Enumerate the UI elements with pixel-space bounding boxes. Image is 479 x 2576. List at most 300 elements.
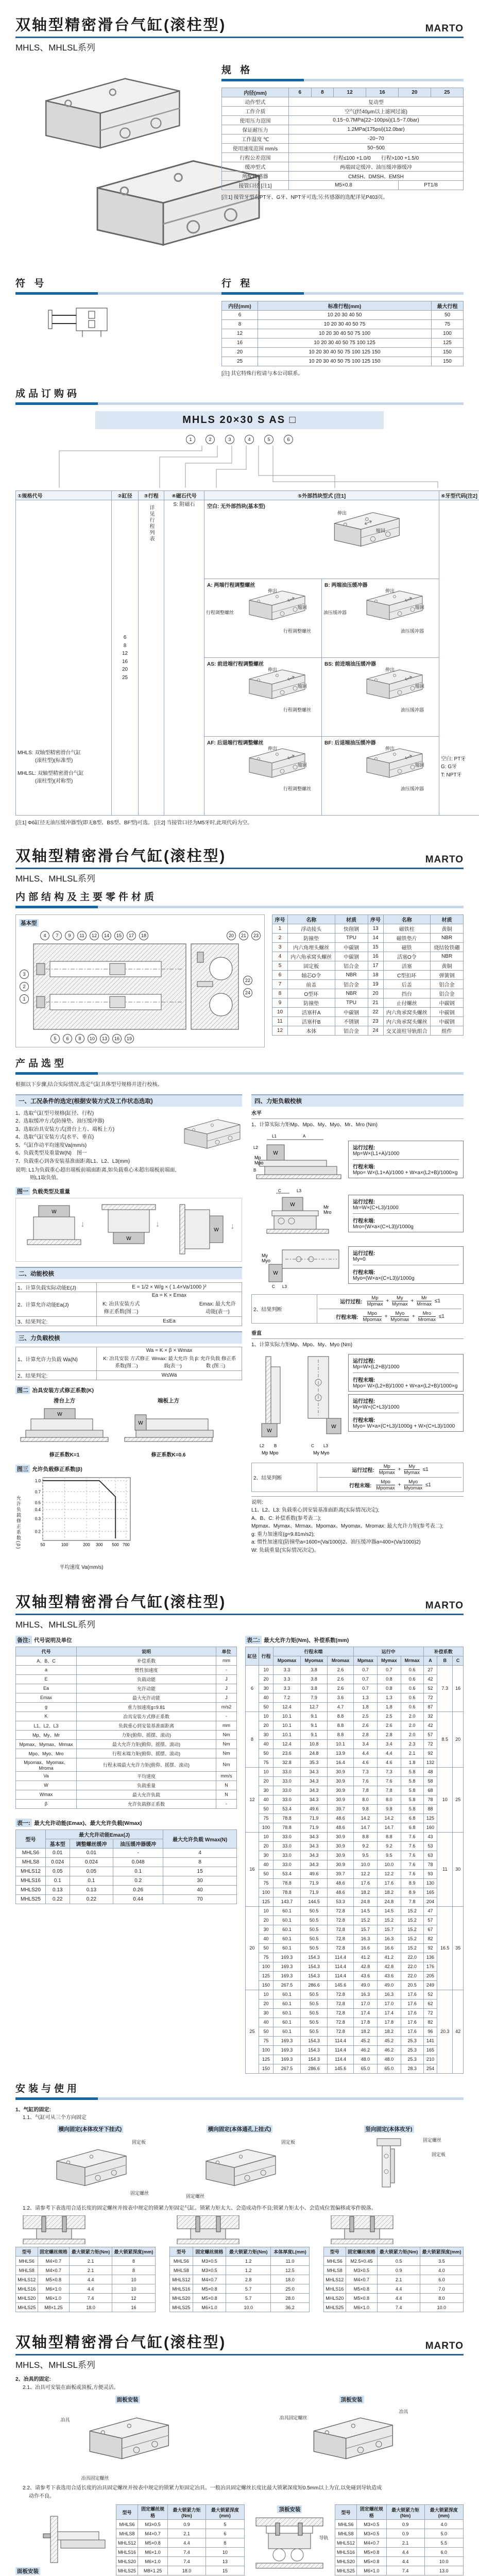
table-cell: M5×0.8	[357, 2548, 387, 2557]
table-cell: Nm	[216, 1730, 237, 1739]
ordering-section-title: 成品订购码	[15, 386, 464, 400]
table-cell: 4.4	[386, 2557, 424, 2566]
table-row	[272, 989, 464, 998]
table1-chip: 表一:	[15, 1819, 32, 1827]
table-cell: 50	[259, 1943, 273, 1953]
svg-text:W: W	[273, 1150, 278, 1156]
table-cell: 48.0	[353, 2055, 377, 2064]
fig3-title: 允许负载修正系数(β)	[32, 1466, 82, 1472]
block-bf-label: BF: 后退端油压缓冲器	[323, 737, 437, 746]
table-cell: 249	[423, 1980, 437, 1990]
table-cell: 17.6	[401, 1990, 423, 1999]
table-cell: 68	[423, 1786, 437, 1795]
table-cell: 10	[272, 1008, 288, 1017]
fig2-k1: 修正系数K=1	[15, 1451, 113, 1460]
table-row	[16, 1885, 237, 1894]
table-cell: 49.0	[378, 1980, 401, 1990]
table-cell: 20.5	[401, 1980, 423, 1990]
fixing-screw-label: 固定螺丝	[186, 2193, 204, 2199]
table-row	[222, 329, 464, 338]
list-item: 4	[40, 931, 49, 940]
svg-text:0.7: 0.7	[35, 1490, 41, 1495]
table-cell: 5.8	[401, 1786, 423, 1795]
table-row	[222, 301, 464, 311]
table-cell: 组件	[431, 1026, 464, 1036]
fix-table-c-wrap	[323, 2215, 464, 2312]
ordering-spec-codes	[16, 500, 112, 816]
table-cell: 48.6	[328, 1823, 354, 1832]
list-item: 6	[63, 1034, 72, 1043]
table-cell: Va	[16, 1771, 77, 1781]
page-title: 双轴型精密滑台气缸(滚柱型)	[15, 13, 226, 35]
fixing-plate-label: 固定板	[281, 2139, 295, 2145]
section-rule	[221, 79, 464, 81]
table-row	[324, 2275, 464, 2284]
table-cell: 8	[112, 2257, 155, 2266]
table-cell: 4.4	[70, 2284, 112, 2294]
table-cell: 10	[259, 1990, 273, 1999]
table-cell: 0.05	[45, 1867, 70, 1876]
jig-label: 冶具	[399, 2408, 408, 2415]
table-cell: 10.0	[420, 2303, 463, 2312]
table-cell: 154.3	[300, 1962, 327, 1971]
table-cell: 8.5	[437, 1711, 453, 1767]
table-cell: 浮动接头	[288, 924, 335, 934]
table-row	[246, 1888, 464, 1897]
table-cell: 0.2	[113, 1876, 163, 1885]
table-cell: 50.5	[300, 1990, 327, 1999]
list-item: 23	[251, 931, 261, 940]
svg-text:Myo: Myo	[262, 1258, 270, 1263]
table-cell: 保证耐压力	[222, 125, 289, 134]
table-cell: 固定螺丝规格	[346, 2247, 378, 2257]
fixing-plate-label: 固定板	[132, 2139, 146, 2145]
ordering-connector-lines	[15, 445, 464, 488]
force-check-table	[15, 1347, 242, 1380]
table-cell: 0.8	[378, 1684, 401, 1693]
table-cell: 0.1	[70, 1876, 113, 1885]
table-cell: 8	[206, 2538, 244, 2548]
section-rule	[221, 292, 464, 295]
table-row	[246, 2018, 464, 2027]
table-cell: 160	[423, 1823, 437, 1832]
table-cell: 0.7	[353, 1684, 377, 1693]
table-cell: 49.6	[300, 1869, 327, 1878]
table-cell: 接管口径 [注1]	[222, 181, 289, 190]
table-cell: 267.5	[273, 1980, 301, 1990]
table-cell: 48.6	[328, 1878, 354, 1888]
table-cell: 工作温度 ℃	[222, 134, 289, 144]
table-cell: 25	[453, 1767, 464, 1832]
table-cell: 4.4	[168, 2538, 206, 2548]
table-row	[246, 1860, 464, 1869]
table-row	[246, 2045, 464, 2055]
table-cell: 75	[432, 320, 464, 329]
judge-v-run-formula: $\frac{Mp}{Mpmax}$ + $\frac{My}{Mymax}$ ≤1	[378, 1464, 429, 1476]
table-cell: 3.5	[420, 2257, 463, 2266]
table-row	[222, 107, 464, 116]
table-cell: 49.0	[353, 1980, 377, 1990]
spec-table	[221, 88, 464, 190]
table-cell: 最大允许动能Emax(J)	[45, 1829, 163, 1839]
table-cell: 4.4	[378, 2284, 420, 2294]
table-cell: 165	[423, 1888, 437, 1897]
table-cell: 铝合金	[335, 980, 368, 989]
shock-absorber-label: 油压缓冲器	[401, 706, 424, 713]
table-cell: 50.5	[300, 1999, 327, 2008]
jig-table-b	[335, 2504, 464, 2575]
table-row	[324, 2284, 464, 2294]
table-row	[246, 1925, 464, 1934]
table-cell: MHLS25	[116, 2566, 138, 2575]
table-row	[246, 1814, 464, 1823]
table-cell: 固定螺丝规格	[193, 2247, 226, 2257]
section-rule	[15, 292, 221, 295]
table-cell: 活塞O令	[383, 952, 431, 961]
table-cell: 60.1	[273, 1906, 301, 1916]
table-row	[246, 1878, 464, 1888]
stroke-note: [注] 其它特殊行程请与本公司联系。	[221, 369, 464, 377]
table-cell: 3.4	[378, 1739, 401, 1749]
table-cell: 0.22	[45, 1894, 70, 1904]
judge-v-end-formula: $\frac{\text{Mpo}}{\text{Mpomax}}$ + $\frac{\text{Myo}}{\text{Myomax}}$ ≤1	[374, 1479, 431, 1491]
svg-text:200: 200	[83, 1543, 90, 1547]
table-cell: 125	[259, 2055, 273, 2064]
table-cell: 10.0	[226, 2303, 271, 2312]
install-f1: 1、气缸的固定:	[15, 2106, 464, 2114]
moment-vmp-formulas: 运行过程: Mp=W×(L2+B)/1000 行程末端: Mpo= W×(L2+B)/1000 + W×a×(L2+B)/1000×g	[348, 1354, 464, 1392]
retract-label: 缩回	[415, 683, 424, 689]
table-cell: M5×0.8	[193, 2294, 226, 2303]
table-cell: 10 20 30 40 50 75 100 125	[258, 338, 432, 348]
table-cell: 20	[398, 88, 431, 97]
block-option-b	[322, 579, 439, 658]
table-cell: 0.024	[45, 1857, 70, 1867]
table-cell: 2.8	[353, 1730, 377, 1739]
table-cell: 前盖	[288, 980, 335, 989]
table-row	[16, 1848, 237, 1857]
table-cell: 41.2	[353, 1953, 377, 1962]
table-cell: 143.7	[273, 1897, 301, 1906]
table-row	[246, 1897, 464, 1906]
table-cell: 20	[259, 1721, 273, 1730]
table-cell: Emax	[16, 1693, 77, 1702]
table-cell: 铝合金	[431, 980, 464, 989]
table-cell: 9.5	[353, 1851, 377, 1860]
jig-figB-cap: 顶板安装	[277, 2505, 302, 2513]
table-cell: J	[216, 1674, 237, 1684]
table-row	[246, 2008, 464, 2018]
fix-table-b-wrap	[169, 2215, 310, 2312]
fixing-screw-label: 固定螺丝	[130, 2190, 149, 2196]
table-cell: M5×0.8	[357, 2557, 387, 2566]
table-cell: 72.8	[328, 1916, 354, 1925]
kinetic-row3-label: 3、结果判定:	[16, 1316, 97, 1326]
table-row	[246, 1804, 464, 1814]
table-cell: 空气(经40μm以上滤网过滤)	[289, 107, 464, 116]
table-cell: 10	[437, 1767, 453, 1832]
table-row	[16, 1647, 237, 1656]
table-row	[246, 1832, 464, 1841]
list-item: g: 重力加速度(g=9.81m/s2);	[251, 1531, 464, 1539]
install-f11: 1.1、气缸可从三个方向固定	[23, 2114, 464, 2122]
table-row	[16, 1894, 237, 1904]
table-cell: 11	[437, 1832, 453, 1906]
list-item: 4、选取气缸安装方式(水平、垂直)	[15, 1133, 180, 1142]
table-cell: 17.6	[353, 1878, 377, 1888]
list-item: G: G牙	[441, 763, 477, 771]
table-cell: 最大锁紧力矩(Nm)	[168, 2505, 206, 2520]
table-cell: 40	[259, 1934, 273, 1943]
table-cell: 62	[423, 1999, 437, 2008]
table-row	[246, 1776, 464, 1786]
fig3-chip: 图三	[15, 1465, 30, 1473]
table-row	[116, 2529, 244, 2538]
table-cell: 100	[259, 1823, 273, 1832]
table-cell: MHLS20	[116, 2557, 138, 2566]
table-cell: M6×1.0	[346, 2303, 378, 2312]
table-cell: 中碳钢	[431, 1008, 464, 1017]
table-cell: 0.7	[353, 1674, 377, 1684]
table-cell: M4×0.7	[346, 2275, 378, 2284]
table-cell: 50	[259, 1804, 273, 1814]
force-row2-label: 2、结果判定:	[16, 1370, 97, 1380]
brand-logo: MARTO	[425, 2341, 464, 2352]
table-cell: 53.4	[273, 1869, 301, 1878]
table-cell: 使用压力范围	[222, 116, 289, 125]
table-row	[272, 980, 464, 989]
table-cell: 154.3	[300, 2036, 327, 2045]
fix-direction-2	[178, 2124, 301, 2200]
table-cell: 25	[246, 1990, 259, 2073]
table-row	[246, 1702, 464, 1711]
condition-steps	[15, 1110, 180, 1166]
table-row	[246, 1953, 464, 1962]
table-cell: 20	[259, 1999, 273, 2008]
table-row	[16, 2284, 156, 2294]
table-row	[16, 1665, 237, 1674]
table-cell: 40	[259, 1795, 273, 1804]
ordering-col-head-6: ⑥牙型代码[注2]	[439, 491, 479, 500]
svg-text:B: B	[253, 1168, 256, 1173]
table-cell: 10 20 30 40 50 75 100	[258, 329, 432, 338]
table-cell: 5.7	[226, 2294, 271, 2303]
table-row	[16, 1867, 237, 1876]
table-cell: 2.5	[378, 1711, 401, 1721]
table-cell: 10	[259, 1906, 273, 1916]
table-row	[246, 1684, 464, 1693]
table-cell: 负载重量	[77, 1781, 216, 1790]
table-cell: 53	[423, 1841, 437, 1851]
table-cell: 9.5	[378, 1851, 401, 1860]
table-row	[335, 2538, 464, 2548]
table-cell: 10.1	[273, 1730, 301, 1739]
table-row	[16, 1771, 237, 1781]
list-item: 7	[53, 931, 62, 940]
table-row	[116, 2566, 244, 2575]
table-cell: 基本型	[45, 1839, 70, 1848]
list-item: 16	[113, 658, 136, 666]
svg-text:My Myo: My Myo	[313, 1450, 330, 1455]
table-cell: 15.2	[401, 1906, 423, 1916]
table-cell: 12.4	[273, 1739, 301, 1749]
table-cell: 0.048	[113, 1857, 163, 1867]
list-item: 25	[113, 674, 136, 682]
table-cell: A、B、C	[16, 1656, 77, 1665]
table-cell: 150	[259, 2064, 273, 2073]
table2-chip: 表二:	[245, 1636, 262, 1644]
table-cell: 固定螺丝规格	[38, 2247, 70, 2257]
table-cell: 154.3	[300, 1953, 327, 1962]
table-cell: 2.8	[378, 1730, 401, 1739]
moment-h-step1: 1、计算实际力矩Mp、Mpo、My、Myo、Mr、Mro (Nm)	[251, 1121, 464, 1129]
table-cell: 42	[423, 1674, 437, 1684]
table-row	[16, 1799, 237, 1808]
table-cell: 14.5	[353, 1906, 377, 1916]
table-cell: 16	[368, 952, 383, 961]
table-cell: CMSH、DMSH、EMSH	[289, 172, 464, 181]
table-cell: 0.9	[386, 2520, 424, 2529]
table-cell: 254	[423, 2064, 437, 2073]
table-row	[222, 116, 464, 125]
table-row	[324, 2294, 464, 2303]
table-cell: MHLS25	[16, 1894, 46, 1904]
internal-cutaway-side	[190, 943, 239, 1030]
table-cell: 7.6	[401, 1869, 423, 1878]
table-cell: 1.2MPa(175psi)(12.0bar)	[289, 125, 464, 134]
table-cell: 30	[259, 1684, 273, 1693]
table-cell: 不锈钢	[335, 1017, 368, 1026]
table-cell: 17.6	[401, 2018, 423, 2027]
table-cell: 3.3	[273, 1684, 301, 1693]
table-cell: 48.6	[328, 1888, 354, 1897]
table1-title: 最大允许动能(Emax)、最大允许负载(Wmax)	[34, 1820, 142, 1826]
table-cell: 15.2	[401, 1943, 423, 1953]
table-cell: M6×1.0	[138, 2557, 167, 2566]
table-cell: 4.6	[378, 1758, 401, 1767]
table-cell: 96	[423, 2027, 437, 2036]
list-item: 3	[20, 970, 29, 979]
svg-text:W: W	[273, 1270, 278, 1276]
table-cell: M4×0.7	[38, 2266, 70, 2275]
selection-section-title: 产品选型	[15, 1056, 464, 1070]
table-cell: 负载重心到安装基准面距离	[77, 1721, 216, 1730]
svg-text:Mp: Mp	[254, 1155, 261, 1160]
retract-label: 缩回	[298, 604, 307, 611]
moment-h-judge-table: 2、结果判断 运行过程: $\frac{Mp}{Mpmax}$ + $\frac{My}{Mymax}$ + $\frac{Mr}{Mrmax}$ ≤1 行程末端: $\frac{\text{Mpo}}{\text{Mpomax}}$ + $\frac{\text{Myo}}{\text{Myomax}}$ + $\frac{\text{Mro}}{\text{Mromax}}$ ≤1	[251, 1294, 464, 1324]
table-cell: 67	[423, 1925, 437, 1934]
table-cell: 8	[272, 989, 288, 998]
table-cell: 18.0	[70, 2303, 112, 2312]
list-item: 12	[90, 931, 99, 940]
table-cell: 轴芯O令	[288, 971, 335, 980]
table-cell: 最大允许负载	[77, 1790, 216, 1799]
moment-h-judge-label: 2、结果判断	[252, 1294, 317, 1323]
table-cell: 46.2	[353, 2045, 377, 2055]
table-cell: PT1/8	[398, 181, 463, 190]
table-cell: 0.6	[401, 1684, 423, 1693]
table-cell: 15.2	[353, 1916, 377, 1925]
table-row	[246, 1721, 464, 1730]
spec-note: [注1] 接管牙型有PT牙、G牙、NPT牙可选;另:传感器的选配详见P403页。	[221, 193, 464, 200]
table-row	[246, 1916, 464, 1925]
table-cell: Mpmax、Mymax、Mrmax	[16, 1739, 77, 1749]
table-cell: 型号	[324, 2247, 346, 2257]
table-cell: 10 20 30 40 50	[258, 311, 432, 320]
table-cell: 5.8	[401, 1795, 423, 1804]
table-cell: 10 20 30 40 50 75 100 125 150	[258, 357, 432, 366]
table-cell: 36.2	[271, 2303, 310, 2312]
table-row	[246, 1693, 464, 1702]
table-cell: 2.0	[401, 1721, 423, 1730]
table-cell: 内六角承窝头螺丝	[383, 1017, 431, 1026]
table-cell: 52	[423, 1684, 437, 1693]
table-row	[246, 1980, 464, 1990]
table-cell: 标准行程(mm)	[258, 301, 432, 311]
table-cell: 15.7	[353, 1925, 377, 1934]
table-cell: 20	[259, 1674, 273, 1684]
beta-chart	[22, 1473, 141, 1561]
table-cell: 止付螺丝	[383, 998, 431, 1008]
table-cell: 0.15~0.7MPa(22~100psi)(1.5~7.0bar)	[289, 116, 464, 125]
table-cell: Mromax	[328, 1656, 354, 1665]
table-cell: MHLS20	[16, 2294, 38, 2303]
table-cell: 活塞	[383, 961, 431, 971]
table-cell: 100	[259, 1888, 273, 1897]
table-cell: 0.9	[386, 2529, 424, 2538]
extend-retract-arrow-icon: ↔	[281, 745, 299, 765]
svg-text:C: C	[272, 1284, 275, 1289]
ordering-col-head-1: ①规格代号	[16, 491, 112, 500]
table-cell: 本体厚度L(mm)	[271, 2247, 310, 2257]
jig-section-figure-b	[251, 2514, 328, 2575]
table-cell: 6	[222, 311, 258, 320]
table-cell: 169.3	[273, 1962, 301, 1971]
table-row	[116, 2505, 244, 2520]
table-cell: 60.1	[273, 1990, 301, 1999]
table-cell: 50.5	[300, 1925, 327, 1934]
svg-text:Mro: Mro	[323, 1210, 332, 1215]
extend-retract-arrow-icon: ↔	[358, 511, 377, 531]
fix-figure-2	[201, 2144, 278, 2195]
table-cell: 11.0	[271, 2257, 310, 2266]
table-cell: 10.8	[300, 1739, 327, 1749]
vertical-label: 垂直	[251, 1330, 464, 1340]
table-cell: 1	[272, 924, 288, 934]
table-cell: 45.2	[378, 2036, 401, 2045]
table-cell: 125	[432, 338, 464, 348]
table-cell: 重力加速度g=9.81	[77, 1702, 216, 1711]
table-cell: 43	[423, 1832, 437, 1841]
table-cell: 15	[206, 2566, 244, 2575]
table-row	[272, 1017, 464, 1026]
table-cell: 53.4	[273, 1804, 301, 1814]
table-cell: 3	[272, 943, 288, 952]
page-header	[15, 1590, 464, 1615]
table-cell: 12	[246, 1767, 259, 1832]
table-cell: 4.4	[353, 1749, 377, 1758]
table-cell: 内六角承窝头螺丝	[383, 1008, 431, 1017]
table-cell: MHLS12	[16, 1867, 46, 1876]
table-cell: M3×0.5	[193, 2257, 226, 2266]
table-cell: 7.4	[70, 2294, 112, 2303]
table-cell: 20.3	[437, 1990, 453, 2073]
table-cell: MHLS20	[16, 1885, 46, 1894]
table-cell: M5×0.8	[138, 2538, 167, 2548]
table-cell: 60.1	[273, 1934, 301, 1943]
table-cell: M3×0.5	[138, 2520, 167, 2529]
table-cell: 2.6	[353, 1721, 377, 1730]
